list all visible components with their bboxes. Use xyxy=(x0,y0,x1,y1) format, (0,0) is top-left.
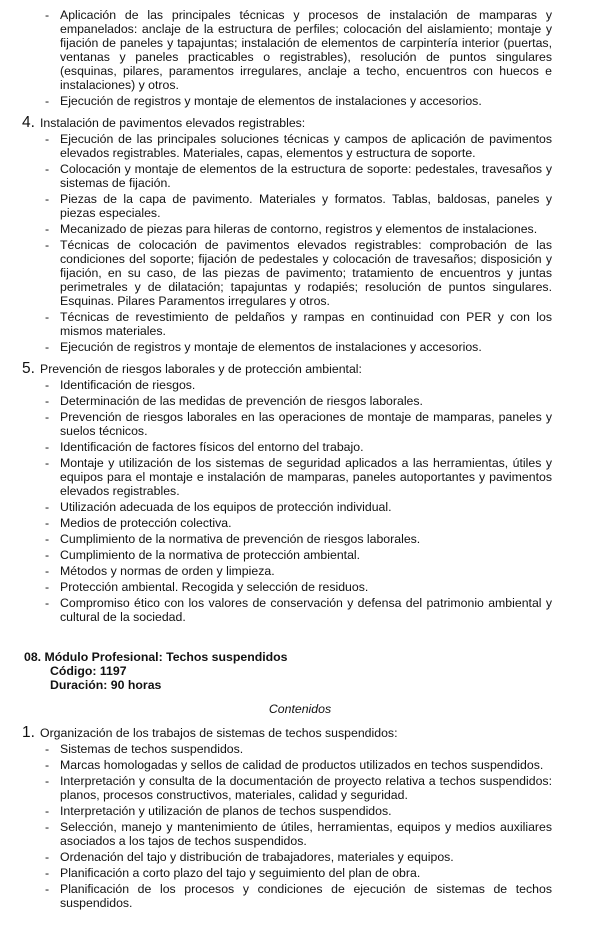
list-item: - Técnicas de revestimiento de peldaños y rampas en continuidad con PER y con los mismos materiales. xyxy=(0,310,600,338)
list-item: - Ejecución de registros y montaje de elementos de instalaciones y accesorios. xyxy=(0,340,600,354)
list-item: - Cumplimiento de la normativa de protección ambiental. xyxy=(0,548,600,562)
section-item-list xyxy=(0,378,600,624)
list-item: - Ordenación del tajo y distribución de trabajadores, materiales y equipos. xyxy=(0,850,600,864)
section-number: 4. xyxy=(22,114,35,131)
list-item: - Mecanizado de piezas para hileras de contorno, registros y elementos de instalaciones. xyxy=(0,222,600,236)
list-item: - Colocación y montaje de elementos de la estructura de soporte: pedestales, travesaños y sistemas de fijación. xyxy=(0,162,600,190)
module-section-1 xyxy=(0,726,600,910)
list-item: - Interpretación y utilización de planos de techos suspendidos. xyxy=(0,804,600,818)
list-item: - Utilización adecuada de los equipos de protección individual. xyxy=(0,500,600,514)
module-title: 08. Módulo Profesional: Techos suspendidos xyxy=(24,650,288,664)
section-number: 1. xyxy=(22,724,35,741)
list-item: - Técnicas de colocación de pavimentos elevados registrables: comprobación de las condiciones del soporte; fijación de pedestales y colocación de travesaños; disposición y fijación, en su caso, de las piezas de pavimento; tratamiento de encuentros y juntas perimetrales y de dilatación; tapajuntas y rodapiés; resolución de puntos singulares. Esquinas. Pilares Paramentos irregulares y otros. xyxy=(0,238,600,308)
list-item: - Sistemas de techos suspendidos. xyxy=(0,742,600,756)
continued-item-list xyxy=(0,8,600,108)
contents-heading: Contenidos xyxy=(268,702,332,716)
section-item-list xyxy=(0,742,600,910)
list-item: - Interpretación y consulta de la documentación de proyecto relativa a techos suspendidos: planos, procesos constructivos, materiales, calidad y seguridad. xyxy=(0,774,600,802)
section-4 xyxy=(0,116,600,354)
document-page xyxy=(0,6,600,910)
list-item: - Compromiso ético con los valores de conservación y defensa del patrimonio ambiental y cultural de la sociedad. xyxy=(0,596,600,624)
section-item-list xyxy=(0,132,600,354)
section-5 xyxy=(0,362,600,624)
section-number: 5. xyxy=(22,360,35,377)
list-item: - Cumplimiento de la normativa de prevención de riesgos laborales. xyxy=(0,532,600,546)
section-title: Organización de los trabajos de sistemas de techos suspendidos: xyxy=(40,726,398,740)
list-item: - Planificación de los procesos y condiciones de ejecución de sistemas de techos suspendidos. xyxy=(0,882,600,910)
list-item: - Métodos y normas de orden y limpieza. xyxy=(0,564,600,578)
list-item: - Prevención de riesgos laborales en las operaciones de montaje de mamparas, paneles y suelos técnicos. xyxy=(0,410,600,438)
list-item: - Marcas homologadas y sellos de calidad de productos utilizados en techos suspendidos. xyxy=(0,758,600,772)
list-item: - Piezas de la capa de pavimento. Materiales y formatos. Tablas, baldosas, paneles y piezas especiales. xyxy=(0,192,600,220)
section-title: Instalación de pavimentos elevados registrables: xyxy=(40,116,306,130)
list-item: - Protección ambiental. Recogida y selección de residuos. xyxy=(0,580,600,594)
list-item: - Ejecución de las principales soluciones técnicas y campos de aplicación de pavimentos elevados registrables. Materiales, capas, elementos y estructura de soporte. xyxy=(0,132,600,160)
module-heading xyxy=(0,650,600,692)
list-item: - Medios de protección colectiva. xyxy=(0,516,600,530)
list-item: - Identificación de factores físicos del entorno del trabajo. xyxy=(0,440,600,454)
list-item: - Aplicación de las principales técnicas y procesos de instalación de mamparas y empanelados: anclaje de la estructura de perfiles; colocación del aislamiento; montaje y fijación de paneles y tapajuntas; instalación de elementos de carpintería interior (puertas, ventanas y paneles practicables o registrables), resolución de puntos singulares (esquinas, pilares, paramentos irregulares, anclaje a techo, encuentros con huecos e instalaciones) y otros. xyxy=(0,8,600,92)
list-item: - Identificación de riesgos. xyxy=(0,378,600,392)
list-item: - Montaje y utilización de los sistemas de seguridad aplicados a las herramientas, útiles y equipos para el montaje e instalación de mamparas, paneles autoportantes y pavimentos elevados registrables. xyxy=(0,456,600,498)
list-item: - Planificación a corto plazo del tajo y seguimiento del plan de obra. xyxy=(0,866,600,880)
list-item: - Determinación de las medidas de prevención de riesgos laborales. xyxy=(0,394,600,408)
list-item: - Selección, manejo y mantenimiento de útiles, herramientas, equipos y medios auxiliares asociados a los tajos de techos suspendidos. xyxy=(0,820,600,848)
module-code: Código: 1197 xyxy=(50,664,127,678)
list-item: - Ejecución de registros y montaje de elementos de instalaciones y accesorios. xyxy=(0,94,600,108)
section-title: Prevención de riesgos laborales y de protección ambiental: xyxy=(40,362,362,376)
module-duration: Duración: 90 horas xyxy=(50,678,162,692)
